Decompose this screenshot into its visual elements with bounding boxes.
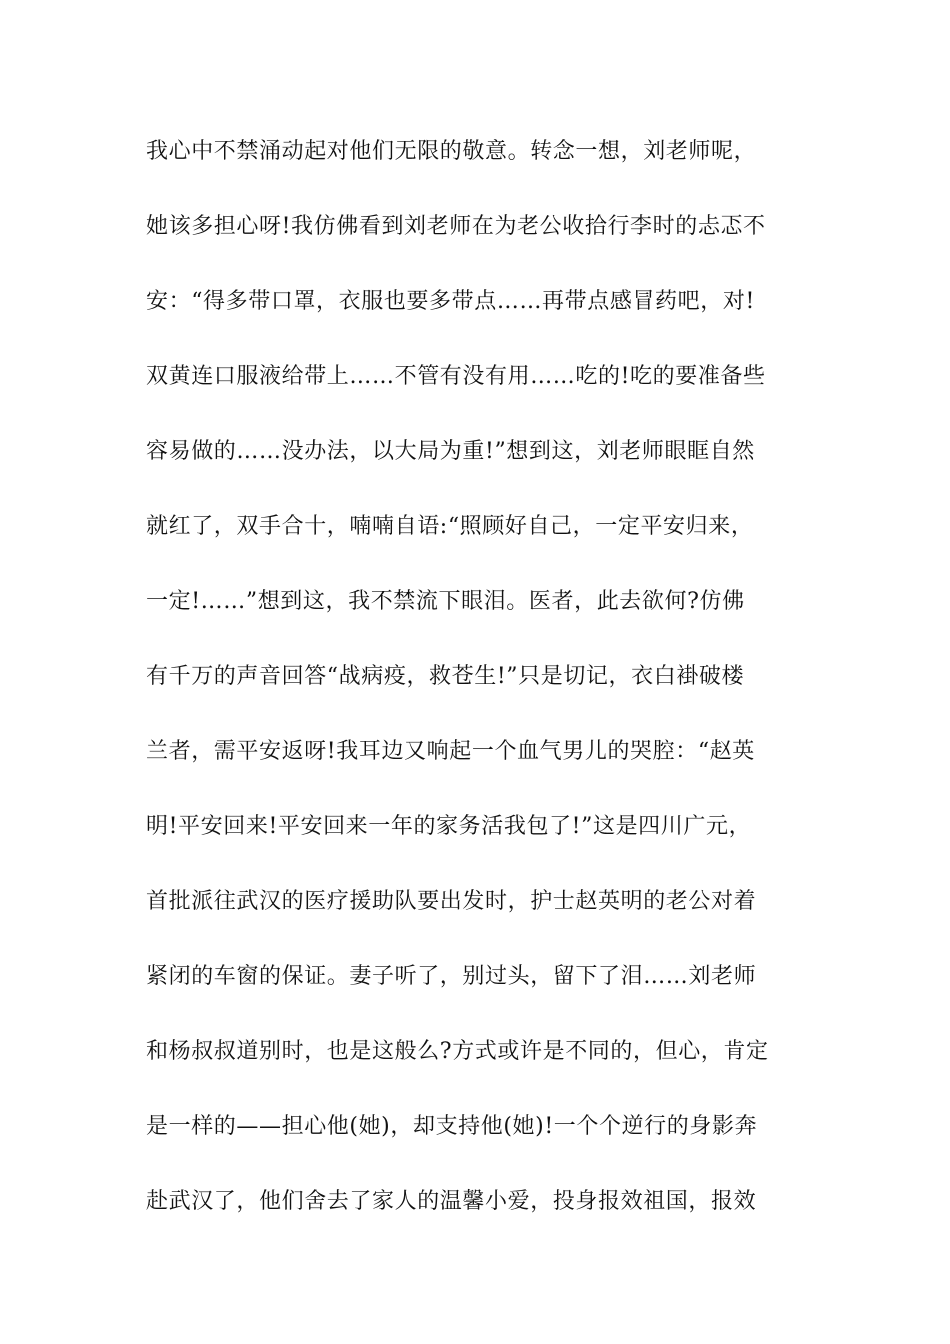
text-line-15: 赴武汉了，他们舍去了家人的温馨小爱，投身报效祖国，报效 (146, 1189, 757, 1214)
text-line-3: 安：“得多带口罩，衣服也要多带点……再带点感冒药吧，对! (146, 289, 755, 314)
text-line-6: 就红了，双手合十，喃喃自语:“照顾好自己，一定平安归来， (146, 514, 754, 539)
text-line-1: 我心中不禁涌动起对他们无限的敬意。转念一想，刘老师呢， (146, 139, 757, 164)
text-line-12: 紧闭的车窗的保证。妻子听了，别过头，留下了泪……刘老师 (146, 964, 757, 989)
text-line-14: 是一样的——担心他(她)，却支持他(她)!一个个逆行的身影奔 (146, 1114, 758, 1139)
text-line-4: 双黄连口服液给带上……不管有没有用……吃的!吃的要准备些 (146, 364, 766, 389)
body-text (146, 128, 806, 1253)
text-line-5: 容易做的……没办法，以大局为重!”想到这，刘老师眼眶自然 (146, 439, 755, 464)
text-line-13: 和杨叔叔道别时，也是这般么?方式或许是不同的，但心，肯定 (146, 1039, 769, 1064)
text-line-7: 一定!……”想到这，我不禁流下眼泪。医者，此去欲何?仿佛 (146, 589, 745, 614)
text-line-10: 明!平安回来!平安回来一年的家务活我包了!”这是四川广元， (146, 814, 752, 839)
text-line-8: 有千万的声音回答“战病疫，救苍生!”只是切记，衣白褂破楼 (146, 664, 745, 689)
text-line-11: 首批派往武汉的医疗援助队要出发时，护士赵英明的老公对着 (146, 889, 757, 914)
text-line-2: 她该多担心呀!我仿佛看到刘老师在为老公收拾行李时的忐忑不 (146, 214, 766, 239)
text-line-9: 兰者，需平安返呀!我耳边又响起一个血气男儿的哭腔：“赵英 (146, 739, 755, 764)
